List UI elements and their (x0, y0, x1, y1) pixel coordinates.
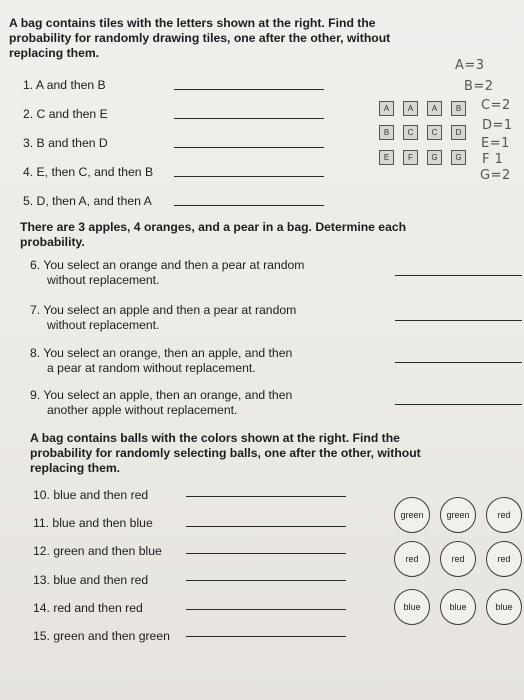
section2-heading (20, 220, 406, 250)
question-5: 5. D, then A, and then A (23, 194, 152, 208)
letter-tile: A (379, 101, 394, 116)
question-9-line: another apple without replacement. (47, 403, 238, 417)
letter-tile: G (427, 150, 442, 165)
section1-heading (9, 16, 390, 61)
answer-line-1[interactable] (174, 89, 324, 90)
letter-tile: B (379, 125, 394, 140)
letter-tile: B (451, 101, 466, 116)
answer-line-3[interactable] (174, 147, 324, 148)
letter-tile: A (427, 101, 442, 116)
section1-heading-line: probability for randomly drawing tiles, one after the other, without (9, 31, 391, 45)
section1-heading-line: A bag contains tiles with the letters shown at the right. Find the (9, 16, 376, 30)
question-7-line: without replacement. (47, 318, 160, 332)
handwritten-count: G=2 (480, 168, 511, 183)
question-12: 12. green and then blue (33, 544, 162, 558)
question-8-line: 8. You select an orange, then an apple, and then (30, 346, 293, 360)
section1-heading-line: replacing them. (9, 46, 100, 60)
ball: green (394, 497, 430, 533)
ball: red (394, 541, 430, 577)
section3-heading-line: replacing them. (30, 461, 121, 475)
answer-line-8[interactable] (395, 362, 522, 363)
answer-line-2[interactable] (174, 118, 324, 119)
question-9-line: 9. You select an apple, then an orange, and then (30, 388, 293, 402)
letter-tile: D (451, 125, 466, 140)
question-9 (30, 388, 292, 418)
ball: red (486, 497, 522, 533)
answer-line-7[interactable] (395, 320, 522, 321)
question-7-line: 7. You select an apple and then a pear at random (30, 303, 297, 317)
question-8 (30, 346, 292, 376)
handwritten-count: E=1 (481, 136, 510, 151)
answer-line-13[interactable] (186, 580, 346, 581)
section2-heading-line: There are 3 apples, 4 oranges, and a pear in a bag. Determine each (20, 220, 407, 234)
ball: blue (394, 589, 430, 625)
answer-line-4[interactable] (174, 176, 324, 177)
letter-tile: G (451, 150, 466, 165)
ball: red (440, 541, 476, 577)
question-14: 14. red and then red (33, 601, 143, 615)
answer-line-11[interactable] (186, 526, 346, 527)
question-11: 11. blue and then blue (33, 516, 153, 530)
handwritten-count: B=2 (464, 79, 494, 94)
question-4: 4. E, then C, and then B (23, 165, 154, 179)
ball: green (440, 497, 476, 533)
question-15: 15. green and then green (33, 629, 170, 643)
answer-line-15[interactable] (186, 636, 346, 637)
handwritten-count: A=3 (455, 58, 485, 73)
handwritten-count: F 1 (482, 152, 504, 167)
section3-heading-line: A bag contains balls with the colors shown at the right. Find the (30, 431, 400, 445)
handwritten-count: D=1 (482, 118, 513, 133)
section3-heading (30, 431, 421, 476)
question-2: 2. C and then E (23, 107, 108, 121)
answer-line-9[interactable] (395, 404, 522, 405)
handwritten-count: C=2 (481, 98, 511, 113)
ball: blue (486, 589, 522, 625)
letter-tile: F (403, 150, 418, 165)
letter-tile: E (379, 150, 394, 165)
answer-line-5[interactable] (174, 205, 324, 206)
question-1: 1. A and then B (23, 78, 106, 92)
answer-line-12[interactable] (186, 553, 346, 554)
letter-tile: C (427, 125, 442, 140)
question-6-line: 6. You select an orange and then a pear at random (30, 258, 305, 272)
section2-heading-line: probability. (20, 235, 85, 249)
question-6-line: without replacement. (47, 273, 160, 287)
ball: blue (440, 589, 476, 625)
letter-tile: C (403, 125, 418, 140)
question-6 (30, 258, 304, 288)
answer-line-10[interactable] (186, 496, 346, 497)
letter-tile: A (403, 101, 418, 116)
answer-line-6[interactable] (395, 275, 522, 276)
section3-heading-line: probability for randomly selecting balls, one after the other, without (30, 446, 421, 460)
question-7 (30, 303, 296, 333)
question-8-line: a pear at random without replacement. (47, 361, 256, 375)
question-3: 3. B and then D (23, 136, 108, 150)
question-13: 13. blue and then red (33, 573, 149, 587)
answer-line-14[interactable] (186, 609, 346, 610)
question-10: 10. blue and then red (33, 488, 149, 502)
ball: red (486, 541, 522, 577)
